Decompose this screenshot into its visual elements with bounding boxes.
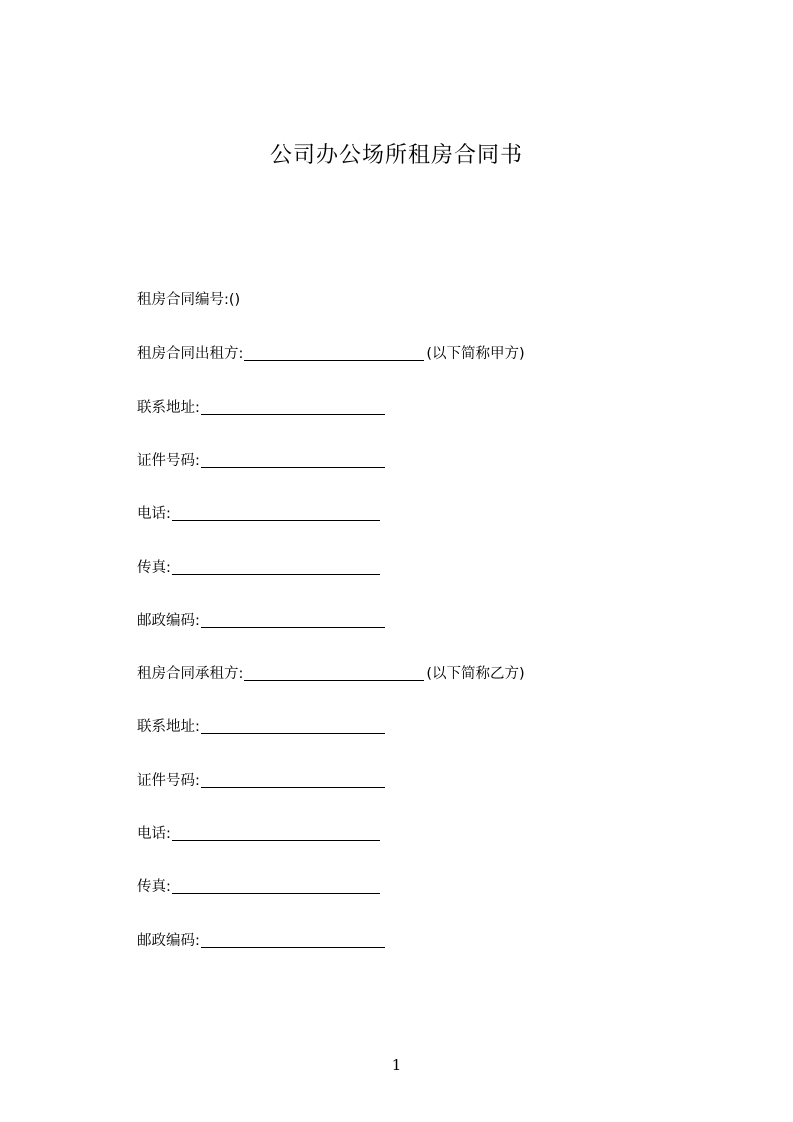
lessor-phone-line xyxy=(137,504,380,524)
lessor-fax-blank[interactable] xyxy=(172,559,380,575)
lessor-address-label: 联系地址: xyxy=(137,400,200,416)
lessee-label: 租房合同承租方: xyxy=(137,666,244,682)
page-number: 1 xyxy=(391,1056,402,1074)
lessor-fax-line xyxy=(137,558,380,578)
lessor-id-label: 证件号码: xyxy=(137,453,200,469)
lessor-address-blank[interactable] xyxy=(201,399,385,415)
lessor-suffix: (以下简称甲方) xyxy=(426,346,525,362)
lessee-address-label: 联系地址: xyxy=(137,719,200,735)
lessee-postcode-line xyxy=(137,931,385,951)
lessor-postcode-blank[interactable] xyxy=(201,612,385,628)
lessor-id-line xyxy=(137,451,385,471)
lessor-id-blank[interactable] xyxy=(201,452,385,468)
lessor-fax-label: 传真: xyxy=(137,560,171,576)
lessor-phone-blank[interactable] xyxy=(172,505,380,521)
contract-number-label: 租房合同编号:() xyxy=(137,292,241,308)
lessee-suffix: (以下简称乙方) xyxy=(426,666,525,682)
lessor-postcode-line xyxy=(137,611,385,631)
lessee-line xyxy=(137,664,525,684)
lessee-phone-label: 电话: xyxy=(137,826,171,842)
lessee-blank[interactable] xyxy=(244,665,424,681)
lessee-id-blank[interactable] xyxy=(201,772,385,788)
lessor-address-line xyxy=(137,398,385,418)
lessee-postcode-blank[interactable] xyxy=(201,932,385,948)
lessee-address-blank[interactable] xyxy=(201,718,385,734)
lessor-postcode-label: 邮政编码: xyxy=(137,613,200,629)
lessee-address-line xyxy=(137,717,385,737)
lessor-line xyxy=(137,344,525,364)
lessee-id-label: 证件号码: xyxy=(137,773,200,789)
lessee-fax-blank[interactable] xyxy=(172,878,380,894)
lessor-blank[interactable] xyxy=(244,345,424,361)
lessee-phone-line xyxy=(137,824,380,844)
lessee-id-line xyxy=(137,771,385,791)
lessor-phone-label: 电话: xyxy=(137,506,171,522)
lessee-postcode-label: 邮政编码: xyxy=(137,933,200,949)
lessee-phone-blank[interactable] xyxy=(172,825,380,841)
lessee-fax-line xyxy=(137,877,380,897)
lessee-fax-label: 传真: xyxy=(137,879,171,895)
document-title: 公司办公场所租房合同书 xyxy=(269,143,523,168)
contract-number-line xyxy=(137,290,240,310)
lessor-label: 租房合同出租方: xyxy=(137,346,244,362)
